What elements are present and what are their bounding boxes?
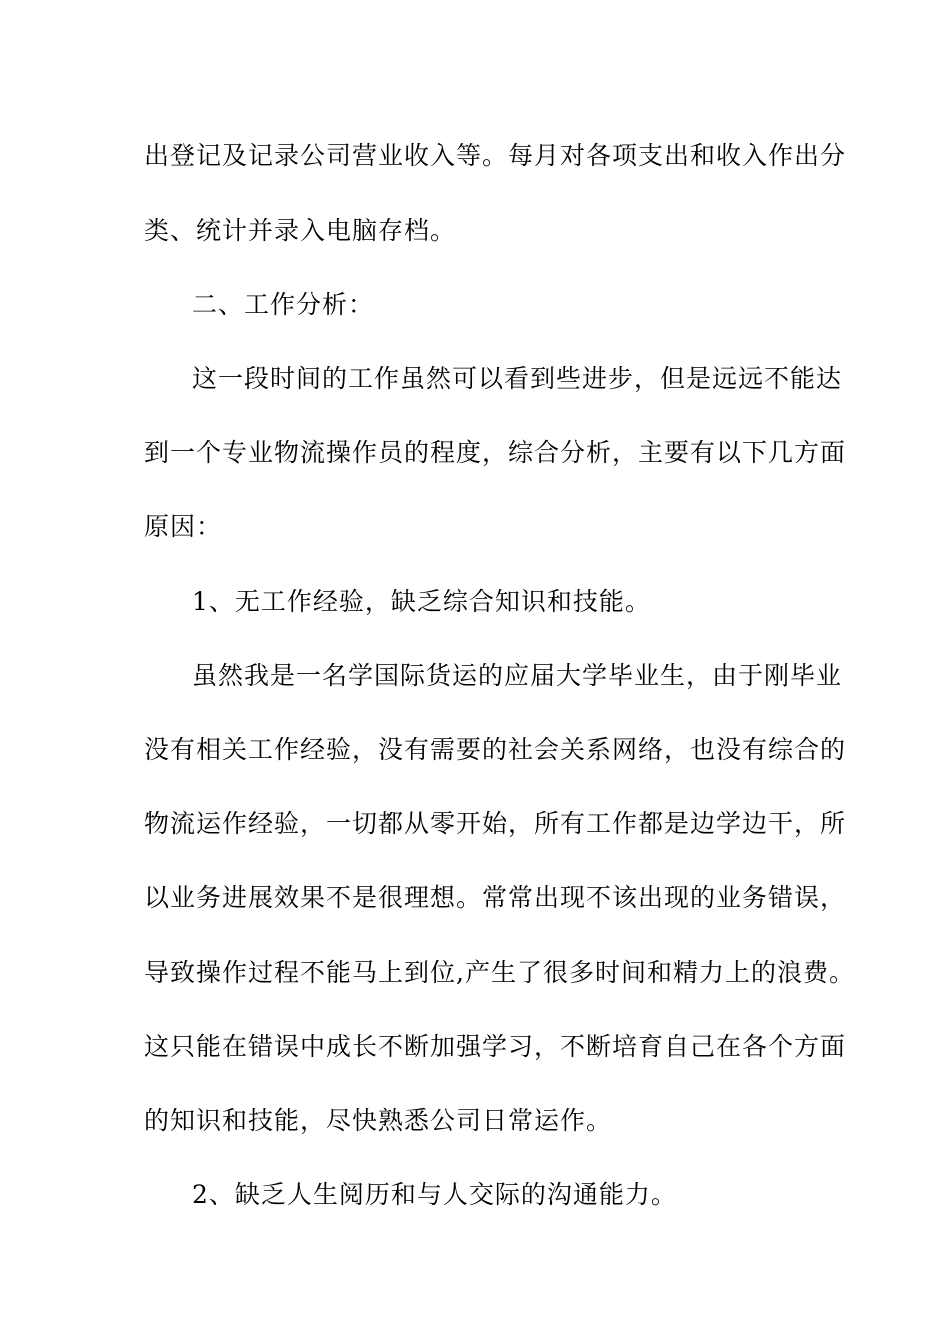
text-line: 这只能在错误中成长不断加强学习，不断培育自己在各个方面 xyxy=(144,1032,847,1061)
text-line: 原因： xyxy=(144,512,223,541)
text-line: 出登记及记录公司营业收入等。每月对各项支出和收入作出分 xyxy=(144,141,847,170)
text-line: 到一个专业物流操作员的程度，综合分析，主要有以下几方面 xyxy=(144,438,847,467)
text-line: 的知识和技能，尽快熟悉公司日常运作。 xyxy=(144,1106,613,1135)
text-line: 这一段时间的工作虽然可以看到些进步，但是远远不能达 xyxy=(192,364,843,393)
list-item-heading: 2、缺乏人生阅历和与人交际的沟通能力。 xyxy=(192,1180,677,1209)
text-line: 类、统计并录入电脑存档。 xyxy=(144,216,457,245)
text-line: 物流运作经验，一切都从零开始，所有工作都是边学边干，所 xyxy=(144,809,847,838)
section-heading: 二、工作分析： xyxy=(192,290,375,319)
text-line: 以业务进展效果不是很理想。常常出现不该出现的业务错误， xyxy=(144,883,847,912)
text-line: 导致操作过程不能马上到位,产生了很多时间和精力上的浪费。 xyxy=(144,958,855,987)
text-line: 没有相关工作经验，没有需要的社会关系网络，也没有综合的 xyxy=(144,735,847,764)
text-line: 虽然我是一名学国际货运的应届大学毕业生，由于刚毕业 xyxy=(192,661,843,690)
list-item-heading: 1、无工作经验，缺乏综合知识和技能。 xyxy=(192,587,651,616)
